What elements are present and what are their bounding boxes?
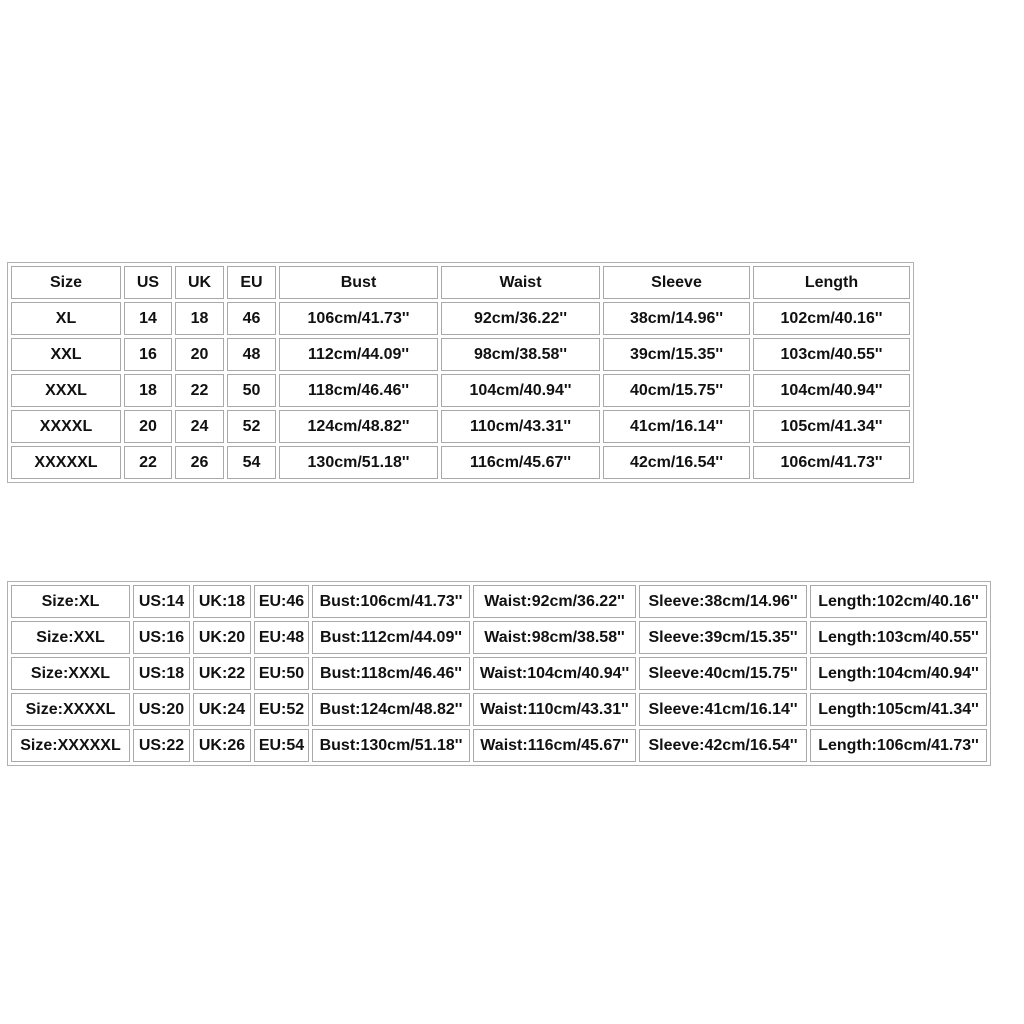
table-row (11, 657, 987, 690)
table-cell: Size:XXXL (11, 657, 130, 690)
table-cell: 130cm/51.18'' (279, 446, 438, 479)
table-cell: 106cm/41.73'' (279, 302, 438, 335)
table-row (11, 693, 987, 726)
table-header-cell: Length (753, 266, 910, 299)
table-cell: EU:48 (254, 621, 309, 654)
table-row (11, 621, 987, 654)
table-cell: 52 (227, 410, 276, 443)
table-cell: 112cm/44.09'' (279, 338, 438, 371)
table-cell: Length:103cm/40.55'' (810, 621, 987, 654)
table-cell: XL (11, 302, 121, 335)
table-cell: 38cm/14.96'' (603, 302, 750, 335)
table-cell: 42cm/16.54'' (603, 446, 750, 479)
table-cell: Sleeve:41cm/16.14'' (639, 693, 807, 726)
table-header-cell: Bust (279, 266, 438, 299)
table-cell: 40cm/15.75'' (603, 374, 750, 407)
table-cell: 103cm/40.55'' (753, 338, 910, 371)
table-cell: US:16 (133, 621, 190, 654)
table-row (11, 302, 910, 335)
size-chart-body (11, 266, 910, 479)
table-cell: Sleeve:42cm/16.54'' (639, 729, 807, 762)
table-cell: 124cm/48.82'' (279, 410, 438, 443)
table-cell: 104cm/40.94'' (441, 374, 600, 407)
size-chart-table (7, 262, 914, 483)
size-chart-labeled-table (7, 581, 991, 766)
table-cell: Waist:110cm/43.31'' (473, 693, 636, 726)
table-cell: Sleeve:40cm/15.75'' (639, 657, 807, 690)
table-cell: Bust:124cm/48.82'' (312, 693, 470, 726)
table-cell: EU:46 (254, 585, 309, 618)
table-cell: Waist:116cm/45.67'' (473, 729, 636, 762)
table-cell: 46 (227, 302, 276, 335)
table-cell: 18 (175, 302, 224, 335)
table-cell: US:14 (133, 585, 190, 618)
table-cell: US:22 (133, 729, 190, 762)
table-cell: UK:22 (193, 657, 251, 690)
table-cell: Sleeve:39cm/15.35'' (639, 621, 807, 654)
table-cell: US:20 (133, 693, 190, 726)
table-cell: US:18 (133, 657, 190, 690)
table-row (11, 374, 910, 407)
table-row (11, 585, 987, 618)
table-cell: Length:102cm/40.16'' (810, 585, 987, 618)
size-chart-labeled-body (11, 585, 987, 762)
table-cell: 22 (175, 374, 224, 407)
table-cell: 39cm/15.35'' (603, 338, 750, 371)
table-cell: Size:XXXXXL (11, 729, 130, 762)
table-cell: EU:50 (254, 657, 309, 690)
table-cell: UK:24 (193, 693, 251, 726)
table-cell: 98cm/38.58'' (441, 338, 600, 371)
table-cell: 116cm/45.67'' (441, 446, 600, 479)
table-cell: 110cm/43.31'' (441, 410, 600, 443)
table-row (11, 729, 987, 762)
table-cell: Size:XXXXL (11, 693, 130, 726)
table-header-cell: Waist (441, 266, 600, 299)
table-cell: Waist:98cm/38.58'' (473, 621, 636, 654)
table-cell: 118cm/46.46'' (279, 374, 438, 407)
table-header-cell: Size (11, 266, 121, 299)
table-cell: 104cm/40.94'' (753, 374, 910, 407)
table-cell: XXXL (11, 374, 121, 407)
table-cell: 20 (175, 338, 224, 371)
table-cell: 92cm/36.22'' (441, 302, 600, 335)
table-cell: UK:20 (193, 621, 251, 654)
table-cell: 22 (124, 446, 172, 479)
table-cell: 106cm/41.73'' (753, 446, 910, 479)
table-header-row (11, 266, 910, 299)
table-cell: 105cm/41.34'' (753, 410, 910, 443)
table-cell: 14 (124, 302, 172, 335)
table-header-cell: EU (227, 266, 276, 299)
table-cell: Length:105cm/41.34'' (810, 693, 987, 726)
table-cell: Waist:92cm/36.22'' (473, 585, 636, 618)
table-cell: 54 (227, 446, 276, 479)
table-row (11, 410, 910, 443)
table-header-cell: Sleeve (603, 266, 750, 299)
table-row (11, 338, 910, 371)
table-cell: 50 (227, 374, 276, 407)
table-cell: Bust:118cm/46.46'' (312, 657, 470, 690)
table-cell: 18 (124, 374, 172, 407)
table-cell: XXL (11, 338, 121, 371)
table-cell: 16 (124, 338, 172, 371)
table-cell: XXXXXL (11, 446, 121, 479)
table-cell: XXXXL (11, 410, 121, 443)
table-cell: Size:XXL (11, 621, 130, 654)
table-cell: Waist:104cm/40.94'' (473, 657, 636, 690)
table-cell: 20 (124, 410, 172, 443)
table-cell: EU:54 (254, 729, 309, 762)
table-cell: Length:104cm/40.94'' (810, 657, 987, 690)
table-cell: 24 (175, 410, 224, 443)
table-cell: Size:XL (11, 585, 130, 618)
table-cell: UK:18 (193, 585, 251, 618)
table-cell: EU:52 (254, 693, 309, 726)
table-cell: Bust:106cm/41.73'' (312, 585, 470, 618)
table-cell: Bust:112cm/44.09'' (312, 621, 470, 654)
table-cell: 102cm/40.16'' (753, 302, 910, 335)
table-cell: 48 (227, 338, 276, 371)
table-cell: 26 (175, 446, 224, 479)
table-cell: Sleeve:38cm/14.96'' (639, 585, 807, 618)
table-cell: Bust:130cm/51.18'' (312, 729, 470, 762)
table-header-cell: US (124, 266, 172, 299)
table-header-cell: UK (175, 266, 224, 299)
table-row (11, 446, 910, 479)
table-cell: 41cm/16.14'' (603, 410, 750, 443)
table-cell: UK:26 (193, 729, 251, 762)
table-cell: Length:106cm/41.73'' (810, 729, 987, 762)
